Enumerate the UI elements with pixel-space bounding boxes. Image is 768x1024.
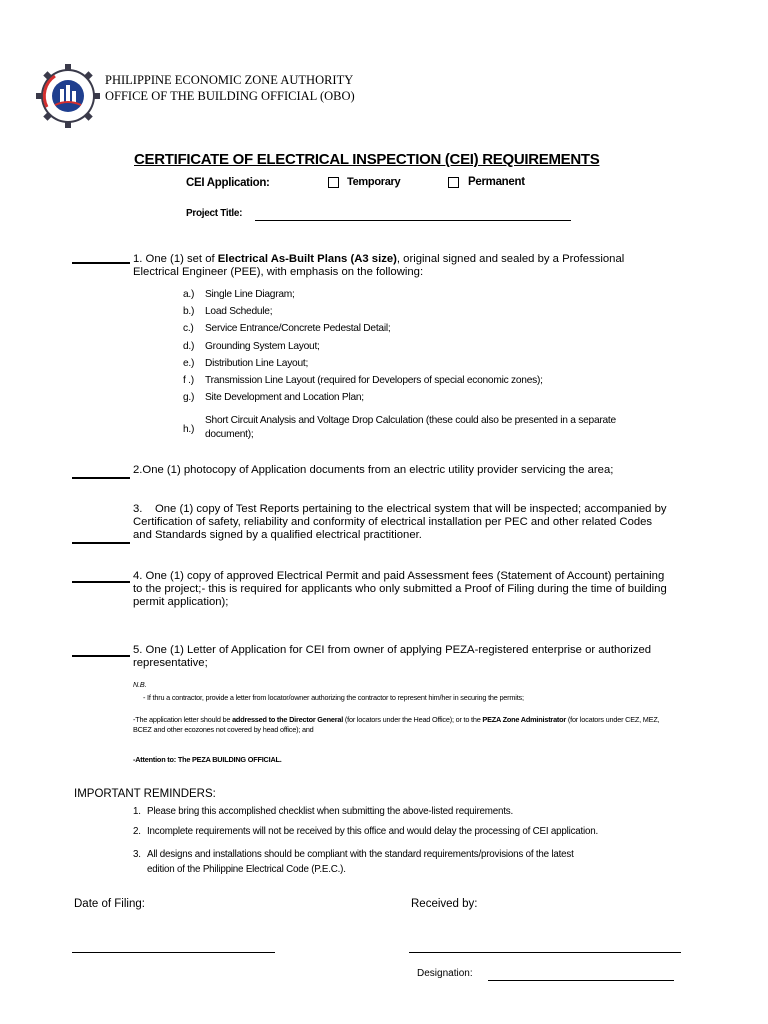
check-line-req1[interactable] (72, 262, 130, 264)
temporary-checkbox[interactable] (328, 177, 339, 188)
check-line-req5[interactable] (72, 655, 130, 657)
requirement-4: 4. One (1) copy of approved Electrical Permit and paid Assessment fees (Statement of Account) pertaining to the project;- this is required for applicants who only submitted a Proof of Filing during the time of building permit application); (133, 570, 667, 608)
note-attention: -Attention to: The PEZA BUILDING OFFICIAL. (133, 755, 282, 764)
project-title-field[interactable] (255, 220, 571, 221)
requirement-3: 3. One (1) copy of Test Reports pertaining to the electrical system that will be inspected; accompanied by Certification of safety, reliability and conformity of electrical installation per PEC and other related Codes and Standards signed by a qualified electrical practitioner. (133, 503, 670, 541)
temporary-label: Temporary (347, 176, 401, 188)
requirement-2: 2.One (1) photocopy of Application documents from an electric utility provider servicing the area; (133, 464, 614, 476)
req1-sub-item: f .) Transmission Line Layout (required for Developers of special economic zones); (183, 375, 543, 386)
cei-application-label: CEI Application: (186, 177, 270, 189)
peza-logo (35, 63, 101, 129)
project-title-label: Project Title: (186, 208, 243, 219)
note-contractor: - If thru a contractor, provide a letter from locator/owner authorizing the contractor to represent him/her in securing the permits; (143, 693, 524, 702)
requirement-1: 1. One (1) set of Electrical As-Built Plans (A3 size), original signed and sealed by a Professional Electrical Engineer (PEE), with emphasis on the following: (133, 253, 625, 278)
reminder-item: 1. Please bring this accomplished checklist when submitting the above-listed requirements. (133, 806, 513, 817)
req1-sub-item: e.) Distribution Line Layout; (183, 358, 309, 369)
req1-sub-item: a.) Single Line Diagram; (183, 289, 295, 300)
org-name: PHILIPPINE ECONOMIC ZONE AUTHORITY (105, 73, 354, 87)
reminder-item: 2. Incomplete requirements will not be received by this office and would delay the processing of CEI application. (133, 826, 599, 837)
designation-label: Designation: (417, 968, 473, 979)
designation-field[interactable] (488, 980, 674, 981)
reminders-heading: IMPORTANT REMINDERS: (74, 788, 216, 800)
office-name: OFFICE OF THE BUILDING OFFICIAL (OBO) (105, 89, 355, 103)
check-line-req4[interactable] (72, 581, 130, 583)
date-of-filing-field[interactable] (72, 952, 275, 953)
req1-sub-item: g.) Site Development and Location Plan; (183, 392, 364, 403)
req1-sub-item: c.) Service Entrance/Concrete Pedestal Detail; (183, 323, 391, 334)
nb-label: N.B. (133, 680, 147, 689)
document-title: CERTIFICATE OF ELECTRICAL INSPECTION (CEI) REQUIREMENTS (134, 151, 600, 168)
check-line-req2[interactable] (72, 477, 130, 479)
peza-seal-icon (35, 63, 101, 129)
req1-sub-item: d.) Grounding System Layout; (183, 341, 320, 352)
date-of-filing-label: Date of Filing: (74, 898, 145, 910)
received-by-label: Received by: (411, 898, 478, 910)
permanent-label: Permanent (468, 176, 525, 188)
note-addressed-to: -The application letter should be addressed to the Director General (for locators under the Head Office); or to the PEZA Zone Administrator (for locators under CEZ, MEZ, BCEZ and other ecozones not covered by head office); and (133, 715, 660, 734)
req1-sub-item: h.) Short Circuit Analysis and Voltage Drop Calculation (these could also be presented in a separate document); (183, 415, 616, 440)
permanent-checkbox[interactable] (448, 177, 459, 188)
reminder-item: 3. All designs and installations should be compliant with the standard requirements/provisions of the latest edition of the Philippine Electrical Code (P.E.C.). (133, 849, 574, 875)
check-line-req3[interactable] (72, 542, 130, 544)
req1-sub-item: b.) Load Schedule; (183, 306, 273, 317)
received-by-field[interactable] (409, 952, 681, 953)
requirement-5: 5. One (1) Letter of Application for CEI from owner of applying PEZA-registered enterprise or authorized representative; (133, 644, 652, 669)
